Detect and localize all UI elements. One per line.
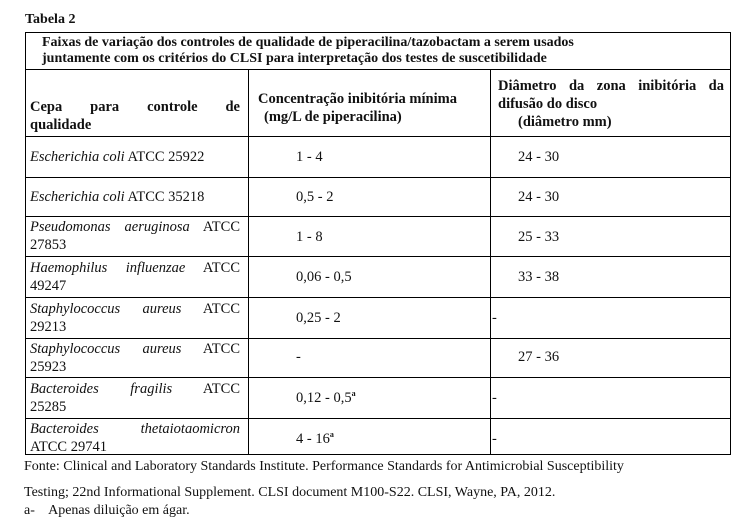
zone-cell xyxy=(518,348,559,366)
zone-cell xyxy=(518,188,559,206)
atcc-number: 29213 xyxy=(30,319,67,335)
header-mic xyxy=(258,90,486,126)
row-divider xyxy=(25,256,731,257)
atcc-code: ATCC xyxy=(202,381,240,397)
zone-cell xyxy=(518,148,559,166)
strain-cell xyxy=(30,218,240,254)
zone-value: 33 - 38 xyxy=(518,269,560,285)
source-line: Testing; 22nd Informational Supplement. CLSI document M100-S22. CLSI, Wayne, PA, 2012. xyxy=(24,485,556,500)
mic-cell xyxy=(296,228,323,246)
zone-value: 24 - 30 xyxy=(518,149,560,165)
zone-value: - xyxy=(492,390,497,406)
zone-cell xyxy=(518,228,559,246)
atcc-code: ATCC 25922 xyxy=(127,149,205,165)
zone-value: 25 - 33 xyxy=(518,229,560,245)
mic-value: 0,25 - 2 xyxy=(296,310,341,326)
column-divider xyxy=(248,69,249,455)
row-divider xyxy=(25,297,731,298)
strain-line xyxy=(30,420,240,438)
caption-divider xyxy=(25,69,731,70)
zone-value: 24 - 30 xyxy=(518,189,560,205)
atcc-number: ATCC 29741 xyxy=(30,439,107,455)
species-name: Bacteroides thetaiotaomicron xyxy=(30,421,240,437)
strain-line xyxy=(30,259,240,277)
mic-value: 4 - 16 xyxy=(296,431,330,447)
caption-line: Faixas de variação dos controles de qualidade de piperacilina/tazobactam a serem usados xyxy=(42,35,574,50)
mic-cell xyxy=(296,430,334,448)
atcc-code: ATCC 35218 xyxy=(127,189,205,205)
mic-cell xyxy=(296,268,352,286)
mic-cell xyxy=(296,188,333,206)
header-strain-line: Cepa para controle de xyxy=(30,99,240,115)
atcc-code: ATCC xyxy=(202,301,240,317)
zone-cell xyxy=(492,309,497,327)
species-name: Escherichia coli xyxy=(30,189,125,205)
zone-value: - xyxy=(492,310,497,326)
atcc-code: ATCC xyxy=(202,341,240,357)
header-strain-line: qualidade xyxy=(30,117,92,133)
zone-value: 27 - 36 xyxy=(518,349,560,365)
strain-line xyxy=(30,380,240,398)
footnote-marker: a xyxy=(351,389,356,399)
mic-cell xyxy=(296,389,356,407)
species-name: Haemophilus influenzae xyxy=(30,260,186,276)
header-mic-line: Concentração inibitória mínima xyxy=(258,91,457,107)
header-zone-line: (diâmetro mm) xyxy=(518,114,612,130)
footnote-marker: a xyxy=(329,430,334,440)
header-zone-line: Diâmetro da zona inibitória da xyxy=(498,78,724,94)
footnote: a- Apenas diluição em ágar. xyxy=(24,503,190,518)
strain-cell xyxy=(30,340,240,376)
species-name: Escherichia coli xyxy=(30,149,125,165)
atcc-code: ATCC xyxy=(202,219,240,235)
strain-cell xyxy=(30,188,242,206)
caption-line: juntamente com os critérios do CLSI para interpretação dos testes de suscetibilidade xyxy=(42,51,547,66)
table-label: Tabela 2 xyxy=(25,12,76,27)
table-caption xyxy=(42,35,722,67)
header-mic-line: (mg/L de piperacilina) xyxy=(264,109,402,125)
header-strain xyxy=(30,98,240,134)
zone-cell xyxy=(492,430,497,448)
zone-cell xyxy=(518,268,559,286)
mic-cell xyxy=(296,148,323,166)
species-name: Pseudomonas aeruginosa xyxy=(30,219,190,235)
row-divider xyxy=(25,377,731,378)
strain-line xyxy=(30,300,240,318)
row-divider xyxy=(25,216,731,217)
mic-value: 1 - 8 xyxy=(296,229,323,245)
mic-cell xyxy=(296,348,301,366)
atcc-number: 25285 xyxy=(30,399,67,415)
mic-value: - xyxy=(296,349,301,365)
strain-line xyxy=(30,340,240,358)
atcc-number: 27853 xyxy=(30,237,67,253)
header-zone-line: difusão do disco xyxy=(498,96,598,112)
row-divider xyxy=(25,338,731,339)
species-name: Staphylococcus aureus xyxy=(30,301,182,317)
mic-cell xyxy=(296,309,341,327)
strain-cell xyxy=(30,300,240,336)
row-divider xyxy=(25,177,731,178)
strain-line xyxy=(30,218,240,236)
zone-cell xyxy=(492,389,497,407)
mic-value: 1 - 4 xyxy=(296,149,323,165)
strain-cell xyxy=(30,148,242,166)
source-line: Fonte: Clinical and Laboratory Standards Institute. Performance Standards for Antimicrobial Susceptibility xyxy=(24,459,624,474)
mic-value: 0,12 - 0,5 xyxy=(296,390,352,406)
mic-value: 0,5 - 2 xyxy=(296,189,334,205)
species-name: Bacteroides fragilis xyxy=(30,381,173,397)
header-divider xyxy=(25,136,731,137)
strain-cell xyxy=(30,420,240,456)
strain-cell xyxy=(30,380,240,416)
row-divider xyxy=(25,418,731,419)
atcc-code: ATCC xyxy=(202,260,240,276)
column-divider xyxy=(490,69,491,455)
mic-value: 0,06 - 0,5 xyxy=(296,269,352,285)
header-zone xyxy=(498,77,724,131)
strain-cell xyxy=(30,259,240,295)
zone-value: - xyxy=(492,431,497,447)
species-name: Staphylococcus aureus xyxy=(30,341,182,357)
atcc-number: 25923 xyxy=(30,359,67,375)
atcc-number: 49247 xyxy=(30,278,67,294)
